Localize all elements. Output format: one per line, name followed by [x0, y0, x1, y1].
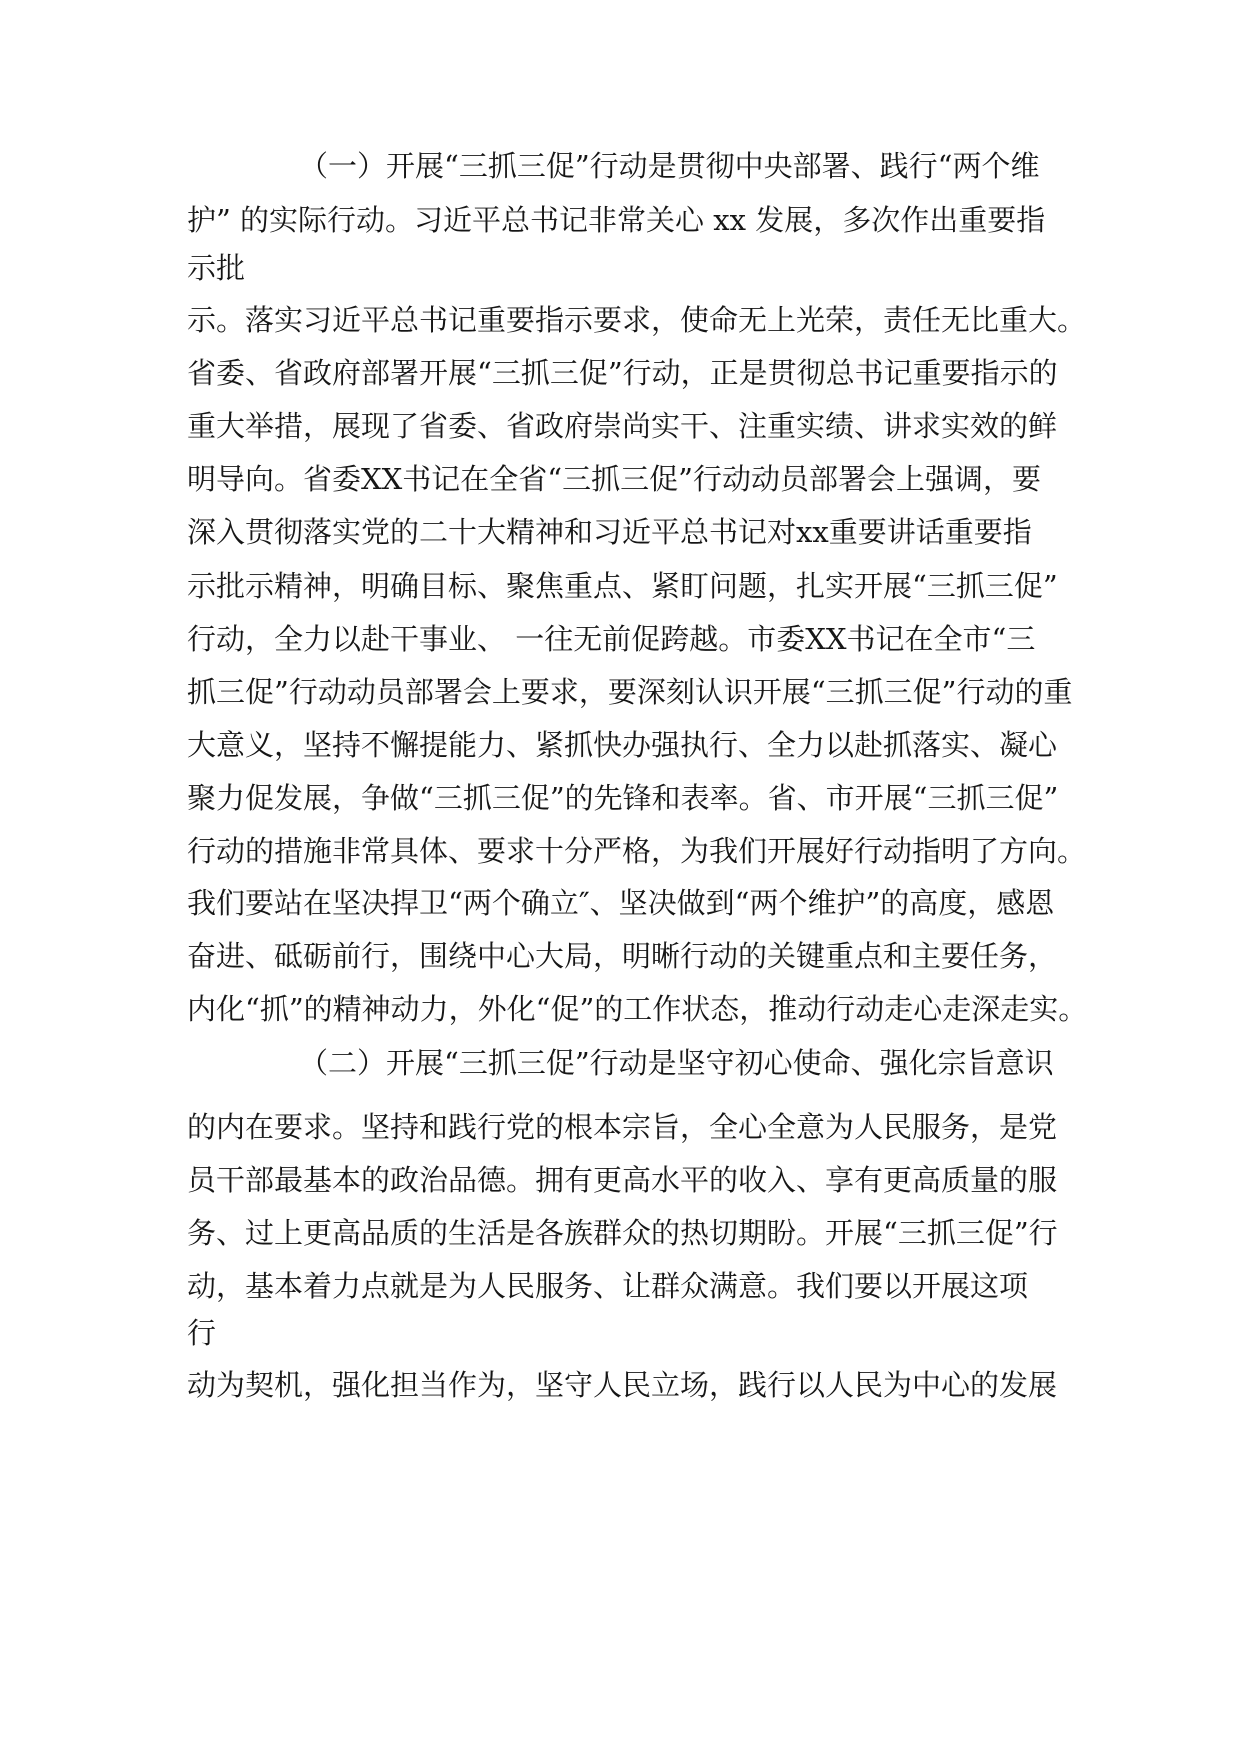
- text-line: 奋进、砥砺前行，围绕中心大局，明晰行动的关键重点和主要任务，: [187, 939, 1058, 973]
- text-line: 行: [187, 1316, 217, 1350]
- text-line: 示批: [187, 251, 246, 285]
- text-line: 员干部最基本的政治品德。拥有更高水平的收入、享有更高质量的服: [187, 1163, 1058, 1197]
- text-line: 深入贯彻落实党的二十大精神和习近平总书记对xx重要讲话重要指: [187, 515, 1032, 549]
- text-line: 行动的措施非常具体、要求十分严格，为我们开展好行动指明了方向。: [187, 834, 1087, 868]
- text-line: 行动，全力以赴干事业、 一往无前促跨越。市委XX书记在全市“三: [187, 622, 1036, 656]
- text-line: 重大举措，展现了省委、省政府崇尚实干、注重实绩、讲求实效的鲜: [187, 409, 1058, 443]
- text-line: 明导向。省委XX书记在全省“三抓三促”行动动员部署会上强调，要: [187, 462, 1041, 496]
- text-line: 内化“抓”的精神动力，外化“促”的工作状态，推动行动走心走深走实。: [187, 992, 1088, 1026]
- text-line: 动为契机，强化担当作为，坚守人民立场，践行以人民为中心的发展: [187, 1368, 1058, 1402]
- paragraph-2-heading-line: （二）开展“三抓三促”行动是坚守初心使命、强化宗旨意识: [299, 1046, 1054, 1080]
- text-line: 动，基本着力点就是为人民服务、让群众满意。我们要以开展这项: [187, 1269, 1029, 1303]
- text-line: 示批示精神，明确目标、聚焦重点、紧盯问题，扎实开展“三抓三促”: [187, 569, 1058, 603]
- text-line: 务、过上更高品质的生活是各族群众的热切期盼。开展“三抓三促”行: [187, 1216, 1058, 1250]
- text-line: 示。落实习近平总书记重要指示要求，使命无上光荣，责任无比重大。: [187, 303, 1087, 337]
- text-line: 抓三促”行动动员部署会上要求，要深刻认识开展“三抓三促”行动的重: [187, 675, 1073, 709]
- paragraph-1-heading-line: （一）开展“三抓三促”行动是贯彻中央部署、践行“两个维: [299, 149, 1040, 183]
- text-line: 的内在要求。坚持和践行党的根本宗旨，全心全意为人民服务，是党: [187, 1110, 1058, 1144]
- text-line: 护” 的实际行动。习近平总书记非常关心 xx 发展，多次作出重要指: [187, 203, 1046, 237]
- text-line: 省委、省政府部署开展“三抓三促”行动，正是贯彻总书记重要指示的: [187, 356, 1058, 390]
- text-line: 我们要站在坚决捍卫“两个确立″、坚决做到“两个维护”的高度，感恩: [187, 886, 1055, 920]
- text-line: 聚力促发展，争做“三抓三促”的先锋和表率。省、市开展“三抓三促”: [187, 781, 1059, 815]
- text-line: 大意义，坚持不懈提能力、紧抓快办强执行、全力以赴抓落实、凝心: [187, 728, 1058, 762]
